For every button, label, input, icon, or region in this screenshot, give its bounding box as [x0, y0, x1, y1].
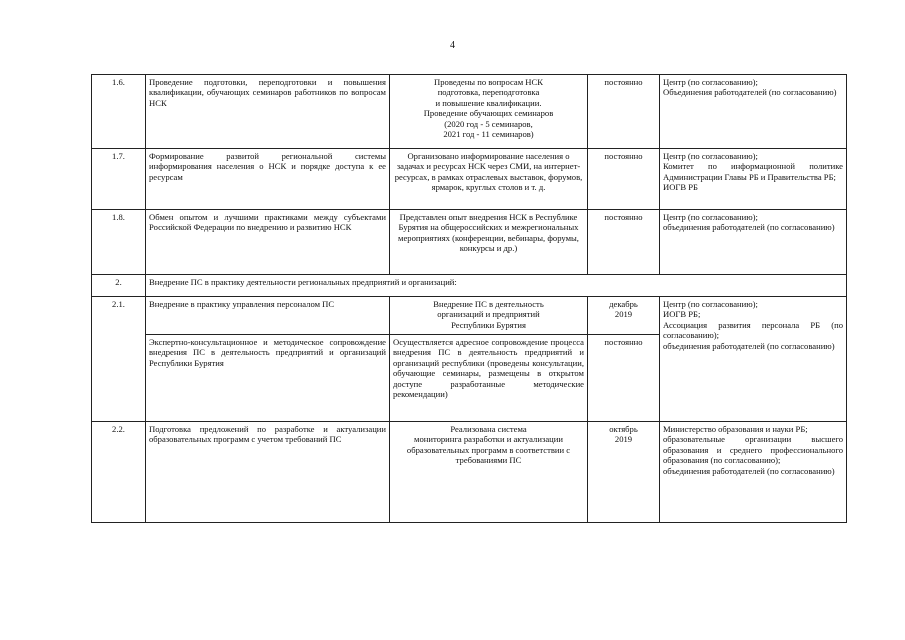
- term-cell: постоянно: [588, 75, 660, 149]
- term-cell: декабрь 2019: [588, 297, 660, 335]
- activity-cell: Формирование развитой региональной системы информирования населения о НСК и порядке доступа к ее ресурсам: [146, 149, 390, 210]
- term-cell: постоянно: [588, 149, 660, 210]
- activity-cell: Внедрение в практику управления персоналом ПС: [146, 297, 390, 335]
- result-cell: Внедрение ПС в деятельность организаций и предприятий Республики Бурятия: [390, 297, 588, 335]
- activity-cell: Проведение подготовки, переподготовки и повышения квалификации, обучающих семинаров работников по вопросам НСК: [146, 75, 390, 149]
- table-row: [92, 297, 847, 335]
- row-number: 2.: [92, 275, 146, 297]
- executor-cell: Центр (по согласованию); объединения работодателей (по согласованию): [660, 210, 847, 275]
- result-cell: Проведены по вопросам НСК подготовка, переподготовка и повышение квалификации. Проведение обучающих семинаров (2020 год - 5 семинаров, 2021 год - 11 семинаров): [390, 75, 588, 149]
- plan-table: [91, 74, 847, 523]
- table-row: [92, 149, 847, 210]
- activity-cell: Обмен опытом и лучшими практиками между субъектами Российской Федерации по внедрению и развитию НСК: [146, 210, 390, 275]
- executor-cell: Центр (по согласованию); Объединения работодателей (по согласованию): [660, 75, 847, 149]
- page-number: 4: [450, 40, 455, 51]
- table-row: [92, 210, 847, 275]
- result-cell: Осуществляется адресное сопровождение процесса внедрения ПС в деятельность предприятий и организаций республики (проведены консультации, обучающие семинары, размещены в открытом доступе разработанные методические рекомендации): [390, 335, 588, 422]
- result-cell: Представлен опыт внедрения НСК в Республике Бурятия на общероссийских и межрегиональных мероприятиях (конференции, вебинары, форумы, конкурсы и др.): [390, 210, 588, 275]
- activity-cell: Экспертно-консультационное и методическое сопровождение внедрения ПС в деятельность предприятий и организаций Республики Бурятия: [146, 335, 390, 422]
- executor-cell: Министерство образования и науки РБ; образовательные организации высшего образования и среднего профессионального образования (по согласованию); объединения работодателей (по согласованию): [660, 422, 847, 523]
- row-number: 1.8.: [92, 210, 146, 275]
- row-number: 2.2.: [92, 422, 146, 523]
- term-cell: октябрь 2019: [588, 422, 660, 523]
- term-cell: постоянно: [588, 210, 660, 275]
- section-row: [92, 275, 847, 297]
- result-cell: Реализована система мониторинга разработки и актуализации образовательных программ в соответствии с требованиями ПС: [390, 422, 588, 523]
- executor-cell: Центр (по согласованию); Комитет по информационной политике Администрации Главы РБ и Правительства РБ; ИОГВ РБ: [660, 149, 847, 210]
- table-row: [92, 422, 847, 523]
- executor-cell: Центр (по согласованию); ИОГВ РБ; Ассоциация развития персонала РБ (по согласованию); объединения работодателей (по согласованию): [660, 297, 847, 422]
- row-number: 1.7.: [92, 149, 146, 210]
- result-cell: Организовано информирование населения о задачах и ресурсах НСК через СМИ, на интернет-ресурсах, в рамках отраслевых выставок, форумов, ярмарок, круглых столов и т. д.: [390, 149, 588, 210]
- term-cell: постоянно: [588, 335, 660, 422]
- row-number: 1.6.: [92, 75, 146, 149]
- activity-cell: Подготовка предложений по разработке и актуализации образовательных программ с учетом требований ПС: [146, 422, 390, 523]
- row-number: 2.1.: [92, 297, 146, 422]
- section-title: Внедрение ПС в практику деятельности региональных предприятий и организаций:: [146, 275, 847, 297]
- table-row: [92, 75, 847, 149]
